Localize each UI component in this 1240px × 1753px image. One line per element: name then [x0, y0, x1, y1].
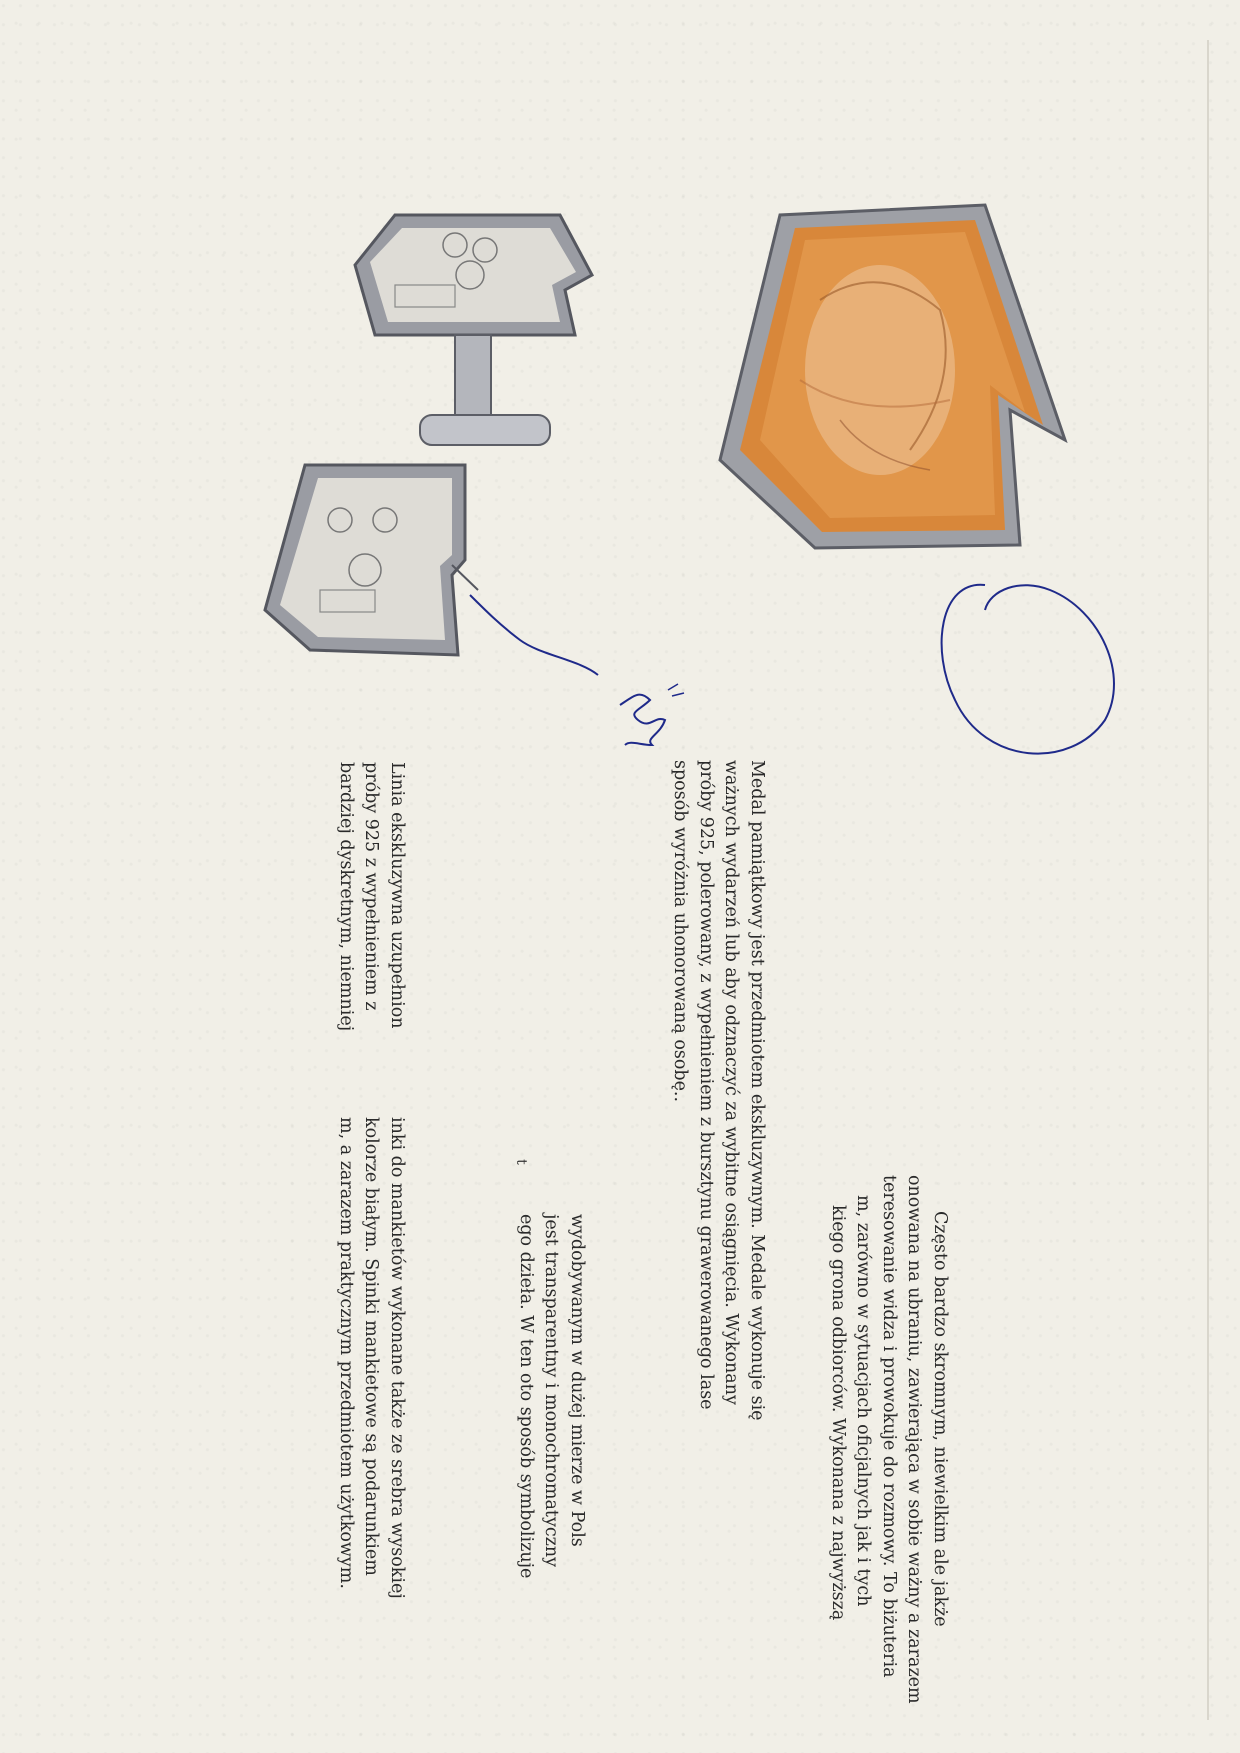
pen-loop — [942, 585, 1114, 754]
medal-paragraph — [667, 760, 769, 1421]
intro-line: m, zarówno w sytuacjach oficjalnych jak i tych — [853, 1195, 874, 1607]
intro-line: onowana na ubraniu, zawierająca w sobie ważny a zarazem — [904, 1175, 925, 1704]
cufflinks-line: Linia ekskluzywna uzupełnion — [387, 762, 407, 1029]
pen-stroke — [470, 595, 598, 675]
cufflink-bottom-drawing — [265, 465, 478, 655]
stray-letter: t — [512, 1159, 529, 1165]
medal-line: próby 925, polerowany, z wypełnieniem z bursztynu grawerowanego lase — [696, 760, 716, 1410]
cufflinks-line: próby 925 z wypełnieniem z — [361, 762, 382, 1011]
cufflinks-paragraph-left — [333, 762, 410, 1031]
cufflink-top-drawing — [355, 215, 592, 445]
cufflinks-paragraph-right — [333, 1117, 410, 1599]
amber-line: jest transparentny i monochromatyczny — [541, 1214, 562, 1568]
pen-annotations — [470, 585, 1114, 754]
amber-paragraph — [513, 1214, 590, 1578]
medal-line: ważnych wydarzeń lub aby odznaczyć za wybitne osiągnięcia. Wykonany — [721, 760, 742, 1405]
intro-line: Często bardzo skromnym, niewielkim ale jakże — [930, 1211, 950, 1627]
intro-line: teresowanie widza i prowokuje do rozmowy. To biżuteria — [879, 1175, 899, 1678]
pen-signature — [620, 695, 665, 745]
cufflinks-line: kolorze białym. Spinki mankietowe są podarunkiem — [361, 1117, 382, 1576]
amber-line: wydobywanym w dużej mierze w Pols — [567, 1214, 587, 1547]
medal-line: sposób wyróżnia uhonorowaną osobę.. — [670, 760, 691, 1103]
amber-line: ego dzieła. W ten oto sposób symbolizuje — [516, 1214, 536, 1579]
intro-line: kiego grona odbiorców. Wykonana z najwyższą — [828, 1205, 848, 1621]
cufflinks-line: inki do mankietów wykonane także ze srebra wysokiej — [387, 1117, 407, 1599]
cufflinks-line: bardziej dyskretnym, niemniej — [336, 762, 356, 1032]
amber-pendant-drawing — [720, 205, 1065, 548]
intro-paragraph — [825, 1175, 953, 1704]
cufflinks-line: m, a zarazem praktycznym przedmiotem użytkowym. — [336, 1117, 356, 1589]
medal-line: Medal pamiątkowy jest przedmiotem ekskluzywnym. Medale wykonuje się — [747, 760, 767, 1421]
